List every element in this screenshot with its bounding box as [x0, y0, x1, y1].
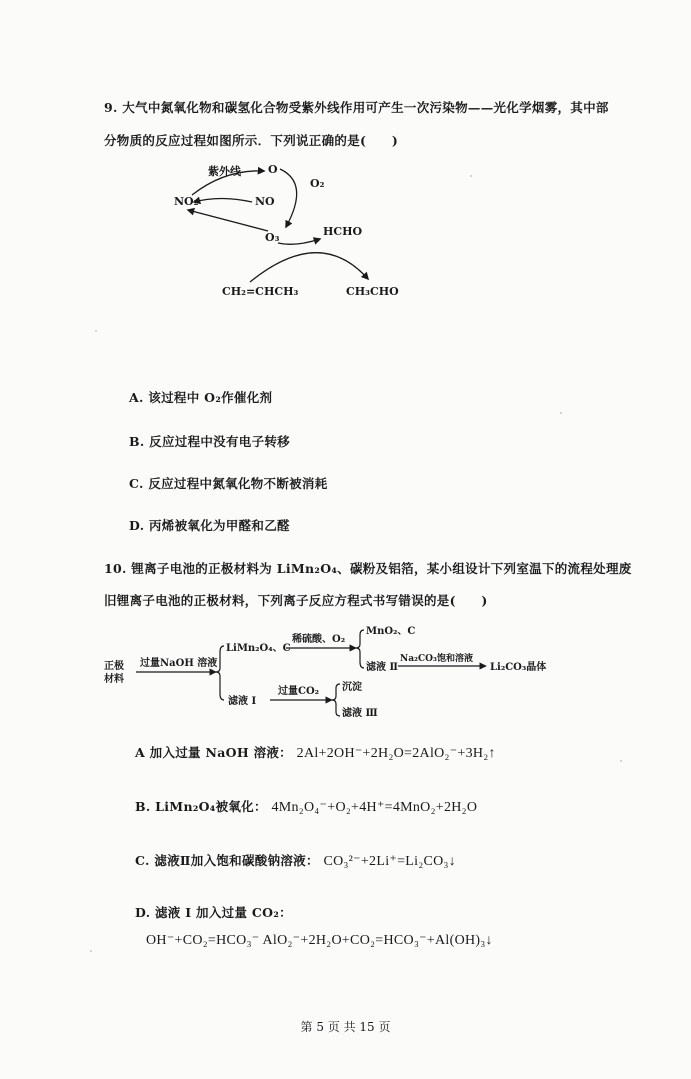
- q10-option-c-equation: CO₃²⁻+2Li⁺=Li₂CO₃↓: [323, 854, 457, 869]
- q10-option-c-label: C. 滤液Ⅱ加入饱和碳酸钠溶液：: [135, 853, 319, 868]
- flow-filtrate3: 滤液 Ⅲ: [342, 708, 378, 718]
- arrow-o3-to-no: [188, 210, 268, 231]
- q9-stem-line1: 9. 大气中氮氧化物和碳氢化合物受紫外线作用可产生一次污染物——光化学烟雾，其中部: [104, 100, 609, 115]
- acetaldehyde-label: CH₃CHO: [346, 285, 399, 298]
- no-label: NO: [255, 195, 275, 208]
- o3-label: O₃: [265, 231, 280, 244]
- o2-label: O₂: [310, 177, 325, 190]
- scan-speck: [470, 175, 472, 177]
- flow-product: Li₂CO₃晶体: [490, 662, 547, 673]
- flow-start-2: 材料: [104, 674, 124, 685]
- flow-step1: 过量NaOH 溶液: [140, 658, 218, 669]
- arrow-propene-to-acetaldehyde: [250, 253, 368, 282]
- uv-label: 紫外线: [208, 165, 241, 178]
- propene-label: CH₂=CHCH₃: [222, 285, 299, 298]
- scan-speck: [95, 330, 97, 332]
- q10-option-d-equation: OH⁻+CO₂=HCO₃⁻ AlO₂⁻+2H₂O+CO₂=HCO₃⁻+Al(OH)₃↓: [146, 933, 493, 948]
- flow-filtrate2: 滤液 Ⅱ: [366, 662, 398, 673]
- scan-speck: [90, 950, 92, 952]
- arrow-o3-to-hcho: [278, 239, 320, 244]
- arrow-no-to-no2: [194, 199, 252, 203]
- flow-start-1: 正极: [104, 661, 124, 672]
- q9-stem-line2: 分物质的反应过程如图所示．下列说正确的是( ): [104, 133, 399, 148]
- q10-option-b-equation: 4Mn₂O₄⁻+O₂+4H⁺=4MnO₂+2H₂O: [271, 800, 478, 815]
- q9-option-a[interactable]: A. 该过程中 O₂作催化剂: [129, 390, 273, 405]
- q10-stem-line2: 旧锂离子电池的正极材料，下列离子反应方程式书写错误的是( ): [104, 593, 488, 608]
- q10-option-a-equation: 2Al+2OH⁻+2H₂O=2AlO₂⁻+3H₂↑: [296, 746, 496, 761]
- q10-option-a[interactable]: [135, 743, 496, 762]
- flow-step3: Na₂CO₃饱和溶液: [400, 654, 473, 664]
- q9-option-b[interactable]: B. 反应过程中没有电子转移: [129, 434, 290, 449]
- q10-stem-line1: 10. 锂离子电池的正极材料为 LiMn₂O₄、碳粉及铝箔，某小组设计下列室温下的流程处理废: [104, 561, 632, 576]
- flow-step2: 稀硫酸、O₂: [292, 634, 346, 645]
- o-label: O: [268, 163, 278, 176]
- q10-option-b[interactable]: [135, 797, 477, 816]
- q10-option-a-label: A 加入过量 NaOH 溶液：: [135, 745, 292, 760]
- arrow-o-to-o3: [280, 169, 297, 227]
- q10-option-c[interactable]: [135, 851, 456, 870]
- q9-reaction-diagram: [160, 155, 420, 305]
- q9-option-d[interactable]: D. 丙烯被氧化为甲醛和乙醛: [129, 518, 290, 533]
- page-footer: 第 5 页 共 15 页: [300, 1020, 391, 1034]
- scan-speck: [620, 760, 622, 762]
- flow-step4: 过量CO₂: [278, 686, 320, 697]
- flow-solid2: MnO₂、C: [366, 626, 416, 637]
- q9-option-c[interactable]: C. 反应过程中氮氧化物不断被消耗: [129, 476, 328, 491]
- flow-precipitate: 沉淀: [342, 682, 362, 693]
- scan-speck: [560, 412, 562, 414]
- flow-solid1: LiMn₂O₄、C: [226, 643, 291, 654]
- q10-option-b-label: B. LiMn₂O₄被氧化：: [135, 799, 267, 814]
- no2-label: NO₂: [174, 195, 199, 208]
- q10-option-d[interactable]: D. 滤液 Ⅰ 加入过量 CO₂：: [135, 905, 292, 920]
- hcho-label: HCHO: [323, 225, 363, 238]
- flow-filtrate1: 滤液 Ⅰ: [228, 696, 257, 707]
- q10-flow-diagram: [100, 618, 570, 718]
